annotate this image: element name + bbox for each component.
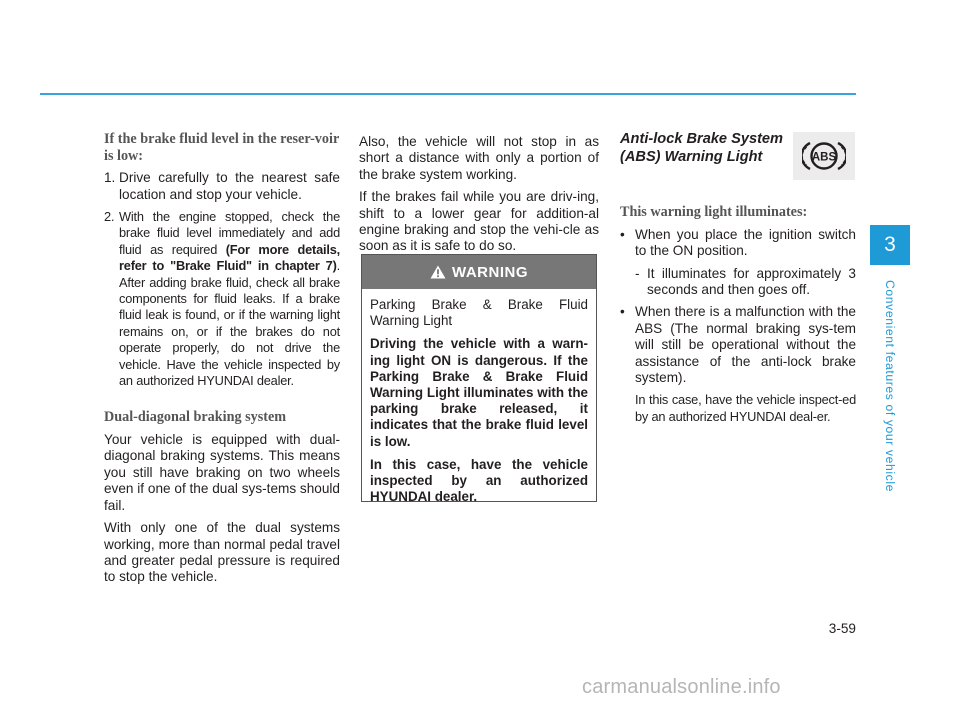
- step-2-text-a: With the engine stopped, check the brake fluid level immediately and add fluid as required: [119, 209, 340, 257]
- bullet-abs-malfunction: • When there is a malfunction with the ABS (The normal braking sys-tem will still be operational without the assistance of the anti-lock brake system).: [620, 304, 856, 386]
- left-column: [104, 131, 340, 592]
- bullet-ignition-on-text: When you place the ignition switch to the ON position.: [635, 226, 856, 259]
- abs-inspect-note: In this case, have the vehicle inspect-ed by an authorized HYUNDAI deal-er.: [635, 392, 856, 424]
- watermark: carmanualsonline.info: [582, 676, 781, 698]
- step-2-text: [119, 209, 340, 389]
- heading-brake-fluid-low: If the brake fluid level in the reser-voir is low:: [104, 131, 339, 164]
- warning-triangle-icon: [430, 265, 446, 279]
- paragraph-brake-failure: If the brakes fail while you are driv-ing, shift to a lower gear for addition-al engine braking and stop the vehi-cle as soon as it is safe to do so.: [359, 189, 599, 254]
- page-number: 3-59: [828, 621, 856, 636]
- heading-light-illuminates: This warning light illuminates:: [620, 204, 808, 221]
- paragraph-dual-diagonal-2: With only one of the dual systems working, more than normal pedal travel and greater pedal pressure is required to stop the vehicle.: [104, 520, 340, 585]
- warning-body: [362, 289, 596, 505]
- step-1-text: Drive carefully to the nearest safe location and stop your vehicle.: [119, 170, 340, 202]
- middle-column: [359, 134, 599, 261]
- warning-header: [362, 255, 596, 289]
- header-rule: [40, 93, 856, 95]
- step-2-number: 2.: [104, 209, 115, 224]
- bullet-abs-malfunction-text: When there is a malfunction with the ABS (The normal braking sys-tem will still be operational without the assistance of the anti-lock brake system).: [635, 304, 856, 386]
- step-2: [104, 209, 340, 389]
- chapter-title-vertical: [870, 276, 910, 496]
- chapter-tab: 3: [870, 225, 910, 265]
- paragraph-dual-diagonal-1: Your vehicle is equipped with dual-diagonal braking systems. This means you still have braking on two wheels even if one of the dual sys-tems should fail.: [104, 432, 340, 513]
- bullet-ignition-on: • When you place the ignition switch to the ON position.: [620, 226, 856, 259]
- warning-box: [361, 254, 597, 505]
- step-1: [104, 170, 340, 203]
- sub-item-three-seconds-text: It illuminates for approximately 3 seconds and then goes off.: [647, 265, 856, 297]
- paragraph-partial-brake: Also, the vehicle will not stop in as short a distance with only a portion of the brake system working.: [359, 134, 599, 182]
- warning-paragraph-1: Driving the vehicle with a warn-ing light ON is dangerous. If the Parking Brake & Brake Fluid Warning Light illuminates with the parking brake released, it indicates that the brake fluid level is low.: [370, 336, 588, 449]
- warning-title: Parking Brake & Brake Fluid Warning Light: [370, 297, 588, 329]
- warning-paragraph-2: In this case, have the vehicle inspected by an authorized HYUNDAI dealer.: [370, 456, 588, 505]
- step-2-text-b: . After adding brake fluid, check all brake components for fluid leaks. If a brake fluid leak is found, or if the warning light remains on, or if the brakes do not operate properly, do not drive the vehicle. Have the vehicle inspected by an authorized HYUNDAI dealer.: [119, 258, 340, 389]
- step-2-bold: (For more details, refer to "Brake Fluid" in chapter 7): [119, 241, 341, 274]
- chapter-title-text: Convenient features of your vehicle: [883, 279, 897, 493]
- abs-icon-text: ABS: [811, 151, 837, 164]
- abs-warning-icon: [793, 132, 855, 180]
- abs-section-title: Anti-lock Brake System (ABS) Warning Light: [620, 131, 784, 165]
- heading-dual-diagonal: Dual-diagonal braking system: [104, 409, 287, 426]
- warning-label: WARNING: [452, 263, 528, 281]
- abs-icon-graphic: [802, 138, 846, 174]
- step-1-number: 1.: [104, 170, 116, 186]
- sub-item-three-seconds: - It illuminates for approximately 3 seconds and then goes off.: [635, 265, 856, 297]
